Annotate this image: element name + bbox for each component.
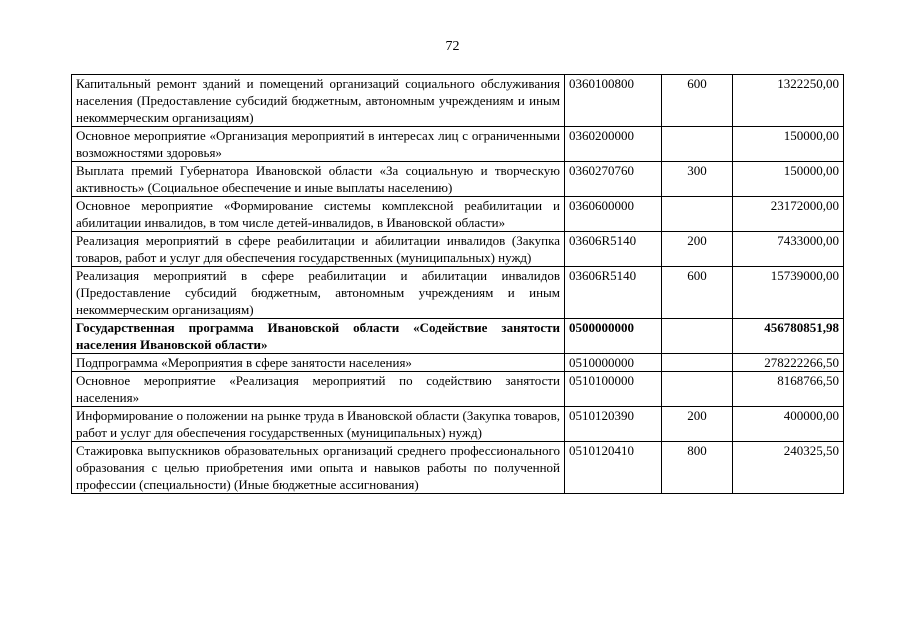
table-row xyxy=(72,267,844,319)
table-row xyxy=(72,319,844,354)
row-expense-type-cell: 200 xyxy=(662,232,733,267)
table-row xyxy=(72,75,844,127)
budget-table-body xyxy=(72,75,844,494)
row-code-cell: 0510120410 xyxy=(565,442,662,494)
row-code-cell: 03606R5140 xyxy=(565,267,662,319)
table-row xyxy=(72,162,844,197)
row-name-cell: Капитальный ремонт зданий и помещений организаций социального обслуживания населения (Предоставление субсидий бюджетным, автономным учреждениям и иным некоммерческим организациям) xyxy=(72,75,565,127)
table-row xyxy=(72,232,844,267)
row-sum-cell: 150000,00 xyxy=(733,127,844,162)
row-code-cell: 0510100000 xyxy=(565,372,662,407)
row-name-cell: Реализация мероприятий в сфере реабилитации и абилитации инвалидов (Закупка товаров, работ и услуг для обеспечения государственных (муниципальных) нужд) xyxy=(72,232,565,267)
row-expense-type-cell: 300 xyxy=(662,162,733,197)
row-code-cell: 0510000000 xyxy=(565,354,662,372)
row-name-cell: Подпрограмма «Мероприятия в сфере занятости населения» xyxy=(72,354,565,372)
row-expense-type-cell xyxy=(662,354,733,372)
row-code-cell: 0510120390 xyxy=(565,407,662,442)
row-name-cell: Основное мероприятие «Реализация мероприятий по содействию занятости населения» xyxy=(72,372,565,407)
row-expense-type-cell: 600 xyxy=(662,75,733,127)
row-sum-cell: 23172000,00 xyxy=(733,197,844,232)
row-code-cell: 0360200000 xyxy=(565,127,662,162)
row-code-cell: 0360270760 xyxy=(565,162,662,197)
row-name-cell: Реализация мероприятий в сфере реабилитации и абилитации инвалидов (Предоставление субсидий бюджетным, автономным учреждениям и иным некоммерческим организациям) xyxy=(72,267,565,319)
row-expense-type-cell: 200 xyxy=(662,407,733,442)
row-sum-cell: 7433000,00 xyxy=(733,232,844,267)
row-sum-cell: 240325,50 xyxy=(733,442,844,494)
row-code-cell: 0360600000 xyxy=(565,197,662,232)
row-code-cell: 0360100800 xyxy=(565,75,662,127)
row-sum-cell: 1322250,00 xyxy=(733,75,844,127)
row-expense-type-cell xyxy=(662,372,733,407)
row-name-cell: Основное мероприятие «Организация мероприятий в интересах лиц с ограниченными возможностями здоровья» xyxy=(72,127,565,162)
row-sum-cell: 150000,00 xyxy=(733,162,844,197)
row-name-cell: Информирование о положении на рынке труда в Ивановской области (Закупка товаров, работ и услуг для обеспечения государственных (муниципальных) нужд) xyxy=(72,407,565,442)
row-code-cell: 0500000000 xyxy=(565,319,662,354)
table-row xyxy=(72,442,844,494)
row-expense-type-cell xyxy=(662,197,733,232)
row-sum-cell: 456780851,98 xyxy=(733,319,844,354)
row-expense-type-cell xyxy=(662,319,733,354)
row-name-cell: Стажировка выпускников образовательных организаций среднего профессионального образования с целью приобретения ими опыта и навыков работы по полученной профессии (специальности) (Иные бюджетные ассигнования) xyxy=(72,442,565,494)
row-sum-cell: 8168766,50 xyxy=(733,372,844,407)
row-expense-type-cell: 800 xyxy=(662,442,733,494)
row-name-cell: Основное мероприятие «Формирование системы комплексной реабилитации и абилитации инвалидов, в том числе детей-инвалидов, в Ивановской области» xyxy=(72,197,565,232)
row-expense-type-cell xyxy=(662,127,733,162)
table-row xyxy=(72,197,844,232)
budget-table xyxy=(71,74,844,494)
table-row xyxy=(72,407,844,442)
row-code-cell: 03606R5140 xyxy=(565,232,662,267)
row-expense-type-cell: 600 xyxy=(662,267,733,319)
row-name-cell: Государственная программа Ивановской области «Содействие занятости населения Ивановской области» xyxy=(72,319,565,354)
page-number: 72 xyxy=(445,39,460,54)
row-name-cell: Выплата премий Губернатора Ивановской области «За социальную и творческую активность» (Социальное обеспечение и иные выплаты населению) xyxy=(72,162,565,197)
table-row xyxy=(72,127,844,162)
row-sum-cell: 15739000,00 xyxy=(733,267,844,319)
table-row xyxy=(72,372,844,407)
row-sum-cell: 278222266,50 xyxy=(733,354,844,372)
row-sum-cell: 400000,00 xyxy=(733,407,844,442)
table-row xyxy=(72,354,844,372)
